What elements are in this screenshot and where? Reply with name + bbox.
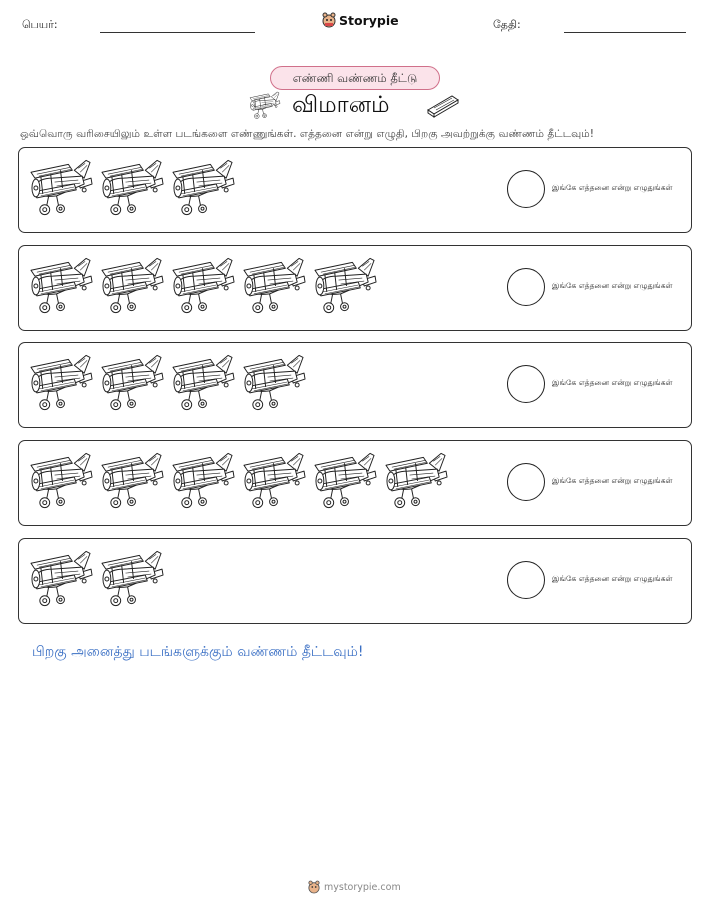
count-row-3: [18, 342, 692, 428]
count-row-1: [18, 147, 692, 233]
biplane-icon: [171, 449, 236, 511]
biplane-icon: [29, 547, 94, 609]
biplane-icon: [29, 254, 94, 316]
worksheet-type-badge: எண்ணி வண்ணம் தீட்டு: [270, 66, 440, 90]
answer-hint: இங்கே எத்தனை என்று எழுதுங்கள்: [552, 476, 673, 485]
plane-group: [29, 449, 449, 511]
date-line[interactable]: [564, 32, 686, 33]
biplane-icon: [100, 254, 165, 316]
answer-circle[interactable]: [507, 268, 545, 306]
biplane-icon: [384, 449, 449, 511]
biplane-icon: [242, 351, 307, 413]
final-instruction: பிறகு அனைத்து படங்களுக்கும் வண்ணம் தீட்டவும்!: [32, 644, 364, 660]
answer-circle[interactable]: [507, 365, 545, 403]
biplane-icon: [171, 254, 236, 316]
biplane-icon: [242, 449, 307, 511]
storypie-mascot-icon: [322, 12, 336, 28]
biplane-icon: [100, 351, 165, 413]
biplane-icon: [171, 351, 236, 413]
count-row-4: [18, 440, 692, 526]
biplane-icon: [242, 254, 307, 316]
storypie-logo: [322, 12, 399, 28]
answer-circle[interactable]: [507, 463, 545, 501]
brand-name: Storypie: [339, 12, 399, 28]
plane-group: [29, 351, 307, 413]
biplane-icon: [29, 351, 94, 413]
biplane-icon: [29, 449, 94, 511]
biplane-icon: [29, 156, 94, 218]
plane-group: [29, 156, 236, 218]
biplane-icon: [171, 156, 236, 218]
biplane-icon: [100, 449, 165, 511]
page-title: விமானம்: [292, 92, 390, 118]
biplane-icon: [313, 254, 378, 316]
answer-circle[interactable]: [507, 170, 545, 208]
answer-hint: இங்கே எத்தனை என்று எழுதுங்கள்: [552, 574, 673, 583]
instructions: ஒவ்வொரு வரிசையிலும் உள்ள படங்களை எண்ணுங்கள். எத்தனை என்று எழுதி, பிறகு அவற்றுக்கு வண்ணம் தீட்டவும்!: [20, 128, 595, 140]
biplane-icon: [313, 449, 378, 511]
date-label: தேதி:: [493, 18, 521, 31]
answer-hint: இங்கே எத்தனை என்று எழுதுங்கள்: [552, 378, 673, 387]
plane-group: [29, 547, 165, 609]
plane-group: [29, 254, 378, 316]
count-row-5: [18, 538, 692, 624]
name-line[interactable]: [100, 32, 255, 33]
answer-hint: இங்கே எத்தனை என்று எழுதுங்கள்: [552, 183, 673, 192]
footer: [308, 880, 401, 894]
name-label: பெயர்:: [22, 18, 58, 31]
answer-hint: இங்கே எத்தனை என்று எழுதுங்கள்: [552, 281, 673, 290]
count-row-2: [18, 245, 692, 331]
eraser-icon: [426, 92, 460, 118]
footer-url[interactable]: mystorypie.com: [324, 881, 401, 893]
biplane-icon: [100, 156, 165, 218]
answer-circle[interactable]: [507, 561, 545, 599]
biplane-icon: [100, 547, 165, 609]
biplane-icon: [246, 90, 284, 120]
storypie-mascot-icon: [308, 880, 320, 894]
